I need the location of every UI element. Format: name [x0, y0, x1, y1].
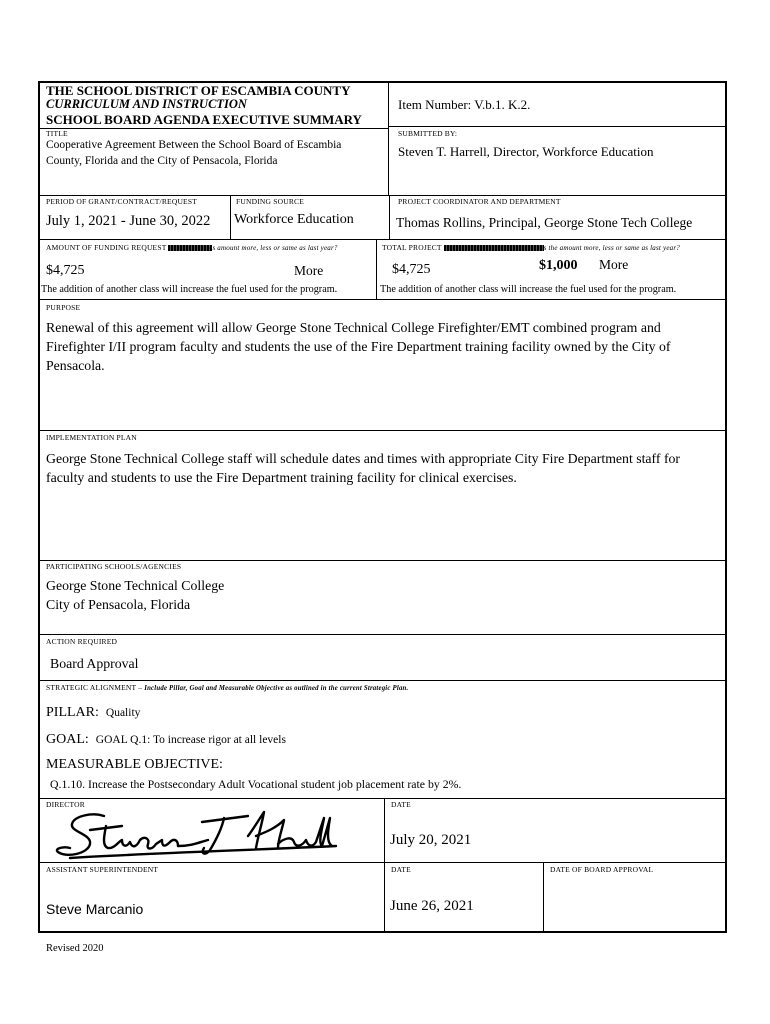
assistant-name: Steve Marcanio — [46, 901, 144, 917]
coordinator-label: PROJECT COORDINATOR AND DEPARTMENT — [398, 197, 561, 206]
item-number: Item Number: V.b.1. K.2. — [398, 97, 531, 112]
approval-divider — [543, 862, 544, 931]
goal-label: GOAL: — [46, 732, 89, 747]
participating-line2: City of Pensacola, Florida — [46, 597, 191, 612]
divider-row2 — [40, 195, 725, 196]
submitted-by-value: Steven T. Harrell, Director, Workforce Education — [398, 144, 654, 159]
summary-title: SCHOOL BOARD AGENDA EXECUTIVE SUMMARY — [46, 112, 362, 127]
coordinator-value: Thomas Rollins, Principal, George Stone Tech College — [396, 215, 693, 230]
redacted-mark — [444, 245, 544, 251]
action-label: ACTION REQUIRED — [46, 637, 118, 646]
divider-row5 — [40, 430, 725, 431]
strategic-label — [46, 683, 408, 692]
total-project-amount: $4,725 — [392, 262, 431, 277]
divider-row6 — [40, 560, 725, 561]
total-project-difference: $1,000 — [539, 258, 578, 273]
funding-request-comparison: More — [294, 263, 324, 278]
header-divider — [388, 83, 389, 195]
director-signature — [52, 806, 342, 864]
funding-divider — [389, 195, 390, 239]
divider-row9 — [40, 798, 725, 799]
assistant-label: ASSISTANT SUPERINTENDENT — [46, 865, 159, 874]
title-line1: Cooperative Agreement Between the School Board of Escambia — [46, 139, 342, 151]
purpose-text: Renewal of this agreement will allow George Stone Technical College Firefighter/EMT combined program and Firefighter I/II program faculty and students the use of the Fire Department training facility owned by the City of Pensacola. — [46, 320, 671, 373]
assistant-date: June 26, 2021 — [390, 898, 474, 914]
strategic-label-text: STRATEGIC ALIGNMENT – — [46, 683, 143, 692]
revised-note: Revised 2020 — [46, 943, 104, 954]
redacted-mark — [168, 245, 212, 251]
implementation-label: IMPLEMENTATION PLAN — [46, 433, 137, 442]
total-project-note: The addition of another class will increase the fuel used for the program. — [380, 284, 677, 295]
divider-row4 — [40, 299, 725, 300]
funding-request-note: The addition of another class will increase the fuel used for the program. — [41, 284, 338, 295]
funding-source-value: Workforce Education — [234, 212, 354, 227]
director-label: DIRECTOR — [46, 800, 85, 809]
title-line2: County, Florida and the City of Pensacola, Florida — [46, 155, 278, 167]
funding-request-amount: $4,725 — [46, 263, 85, 278]
objective-value: Q.1.10. Increase the Postsecondary Adult Vocational student job placement rate by 2%. — [50, 777, 462, 791]
amount-divider — [376, 239, 377, 299]
total-project-label — [382, 243, 680, 252]
board-approval-label: DATE OF BOARD APPROVAL — [550, 865, 654, 874]
director-date-label: DATE — [391, 800, 411, 809]
funding-source-label: FUNDING SOURCE — [236, 197, 305, 206]
funding-request-label-text: AMOUNT OF FUNDING REQUEST — [46, 243, 167, 252]
objective-label: MEASURABLE OBJECTIVE: — [46, 757, 223, 772]
pillar-row — [46, 703, 140, 721]
pillar-label: PILLAR: — [46, 705, 99, 720]
director-date: July 20, 2021 — [390, 832, 472, 848]
purpose-label: PURPOSE — [46, 303, 81, 312]
title-label: TITLE — [46, 129, 68, 138]
total-project-question: s the amount more, less or same as last year? — [543, 244, 680, 252]
divider-row7 — [40, 634, 725, 635]
implementation-text: George Stone Technical College staff will schedule dates and times with appropriate City Fire Department staff for faculty and students to use the Fire Department training facility for clinical exercises. — [46, 451, 681, 485]
district-title: THE SCHOOL DISTRICT OF ESCAMBIA COUNTY — [46, 83, 351, 98]
divider-row8 — [40, 680, 725, 681]
assistant-date-label: DATE — [391, 865, 411, 874]
divider-row3 — [40, 239, 725, 240]
pillar-value: Quality — [105, 707, 141, 719]
goal-value: GOAL Q.1: To increase rigor at all levels — [95, 734, 286, 746]
participating-label: PARTICIPATING SCHOOLS/AGENCIES — [46, 562, 182, 571]
period-label: PERIOD OF GRANT/CONTRACT/REQUEST — [46, 197, 197, 206]
divider-row10 — [40, 862, 725, 863]
participating-line1: George Stone Technical College — [46, 578, 225, 593]
department-title: CURRICULUM AND INSTRUCTION — [46, 97, 247, 111]
strategic-instruction: Include Pillar, Goal and Measurable Objective as outlined in the current Strategic Plan. — [144, 685, 409, 692]
goal-row — [46, 730, 286, 748]
period-value: July 1, 2021 - June 30, 2022 — [46, 213, 211, 229]
submitted-by-label: SUBMITTED BY: — [398, 129, 458, 138]
divider-header-right — [389, 126, 725, 127]
director-divider — [384, 798, 385, 931]
action-value: Board Approval — [50, 656, 139, 671]
period-divider — [230, 195, 231, 239]
divider-header-left — [40, 128, 388, 129]
funding-request-question: s amount more, less or same as last year? — [212, 244, 338, 252]
total-project-comparison: More — [599, 257, 629, 272]
funding-request-label — [46, 243, 338, 252]
total-project-label-text: TOTAL PROJECT — [382, 243, 442, 252]
